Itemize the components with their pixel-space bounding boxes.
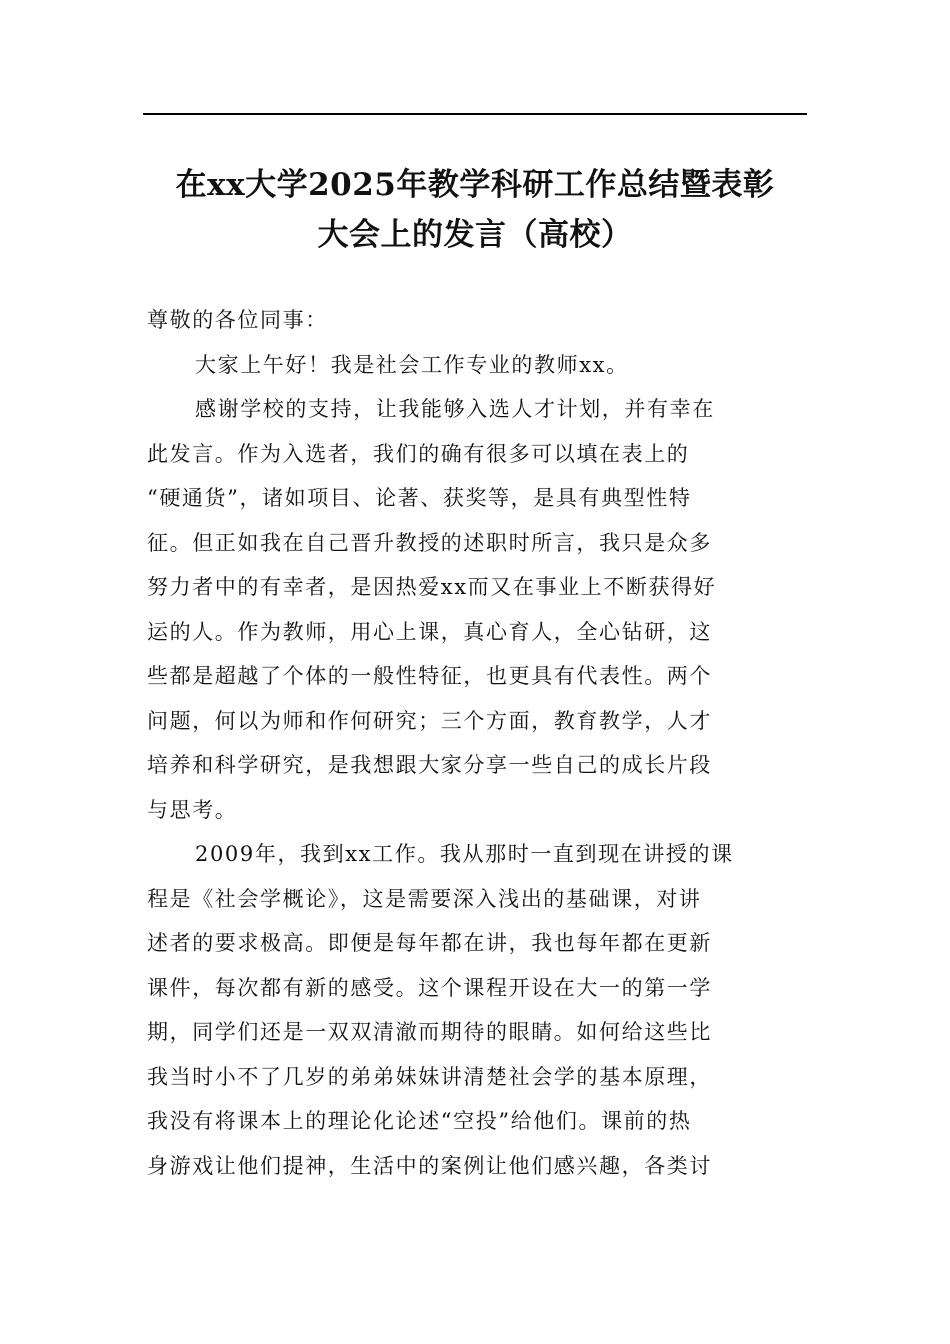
paragraph-2-line: 些都是超越了个体的一般性特征，也更具有代表性。两个	[147, 664, 712, 688]
paragraph-2-line: “硬通货”，诸如项目、论著、获奖等，是具有典型性特	[147, 486, 692, 510]
header-rule	[143, 113, 807, 115]
paragraph-2-line: 此发言。作为入选者，我们的确有很多可以填在表上的	[147, 441, 690, 466]
document-title	[100, 160, 850, 260]
paragraph-1-line: 大家上午好！我是社会工作专业的教师xx。	[195, 352, 629, 377]
paragraph-2-line: 努力者中的有幸者，是因热爱xx而又在事业上不断获得好	[147, 575, 717, 599]
title-line-1: 在xx大学2025年教学科研工作总结暨表彰	[175, 167, 775, 203]
paragraph-3-line: 我没有将课本上的理论化论述“空投”给他们。课前的热	[147, 1109, 692, 1133]
paragraph-3-line: 我当时小不了几岁的弟弟妹妹讲清楚社会学的基本原理，	[147, 1064, 712, 1089]
document-body	[147, 298, 807, 1188]
paragraph-3-line: 身游戏让他们提神，生活中的案例让他们感兴趣，各类讨	[147, 1153, 712, 1178]
salutation: 尊敬的各位同事：	[147, 308, 328, 332]
paragraph-3-line: 2009年，我到xx工作。我从那时一直到现在讲授的课	[195, 842, 734, 866]
paragraph-3-line: 程是《社会学概论》，这是需要深入浅出的基础课，对讲	[147, 886, 702, 911]
title-line-2: 大会上的发言（高校）	[317, 217, 633, 253]
paragraph-3-line: 课件，每次都有新的感受。这个课程开设在大一的第一学	[147, 975, 712, 1000]
paragraph-2-line: 感谢学校的支持，让我能够入选人才计划，并有幸在	[195, 397, 715, 421]
paragraph-2-line: 与思考。	[147, 797, 238, 822]
paragraph-2-line: 运的人。作为教师，用心上课，真心育人，全心钻研，这	[147, 619, 712, 644]
paragraph-2-line: 培养和科学研究，是我想跟大家分享一些自己的成长片段	[147, 753, 712, 777]
paragraph-2-line: 问题，何以为师和作何研究；三个方面，教育教学，人才	[147, 708, 712, 733]
paragraph-3-line: 期，同学们还是一双双清澈而期待的眼睛。如何给这些比	[147, 1020, 712, 1044]
paragraph-2-line: 征。但正如我在自己晋升教授的述职时所言，我只是众多	[147, 530, 712, 555]
paragraph-3-line: 述者的要求极高。即便是每年都在讲，我也每年都在更新	[147, 931, 712, 955]
